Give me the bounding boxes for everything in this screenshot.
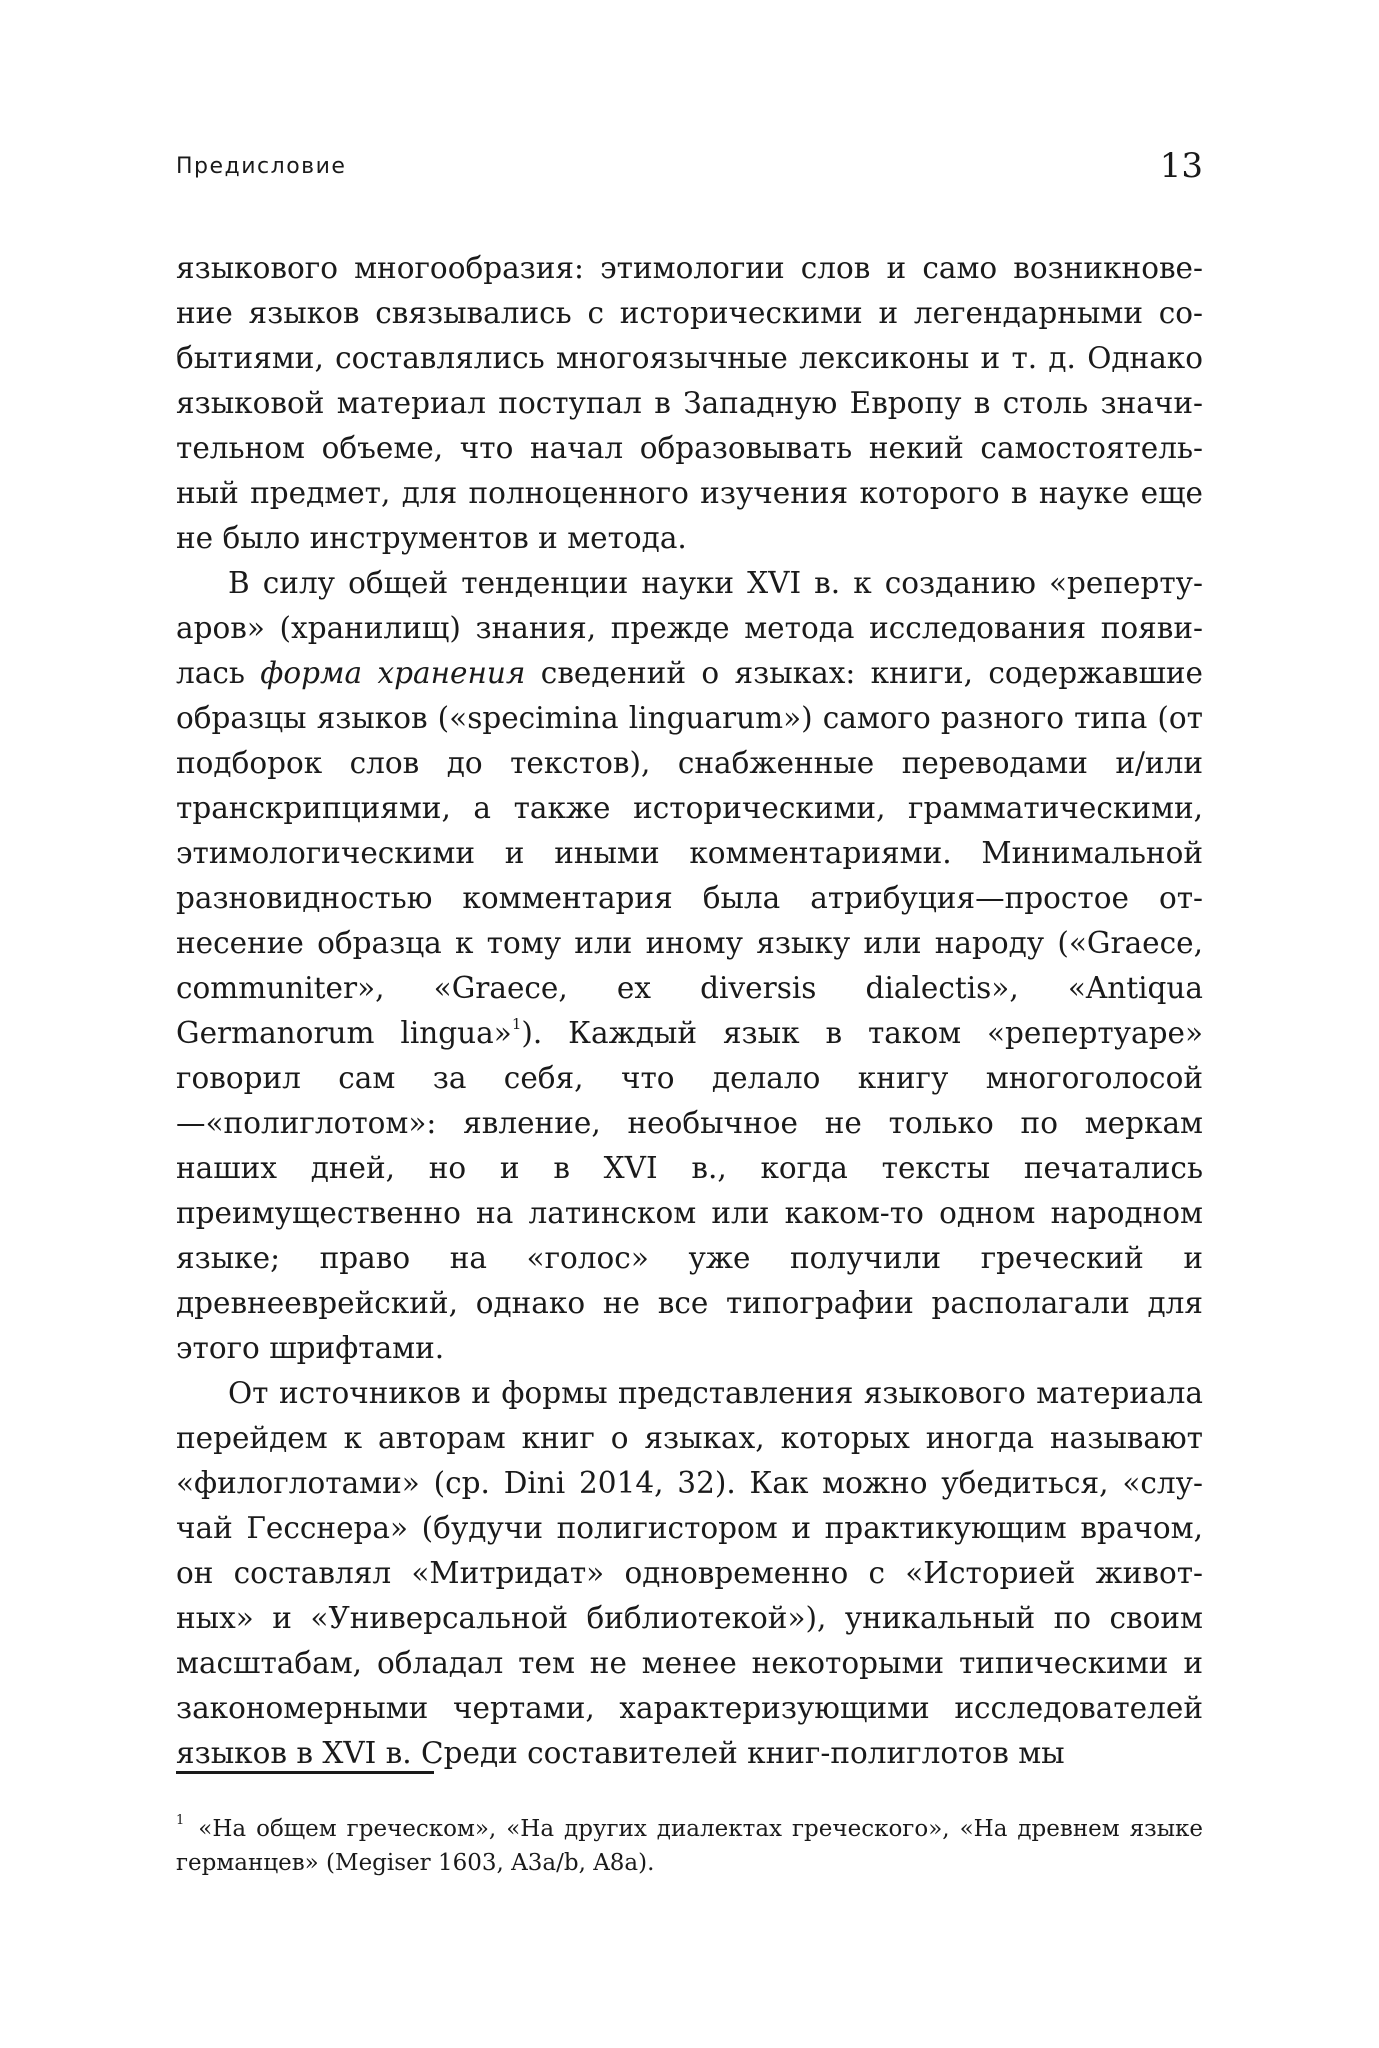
footnote-text: «На общем греческом», «На других диалектах греческого», «На древнем языке германцев» (Megiser 1603, A3a/b, A8a). xyxy=(176,1816,1203,1876)
paragraph-2-text-a: В силу общей тенденции науки XVI в. к созданию «репертуаров» (хранилищ) знания, прежде метода исследования появилась xyxy=(176,566,1203,690)
footnote xyxy=(176,1812,1203,1880)
body-text xyxy=(176,246,1203,1776)
section-title: Предисловие xyxy=(176,154,347,179)
paragraph-3: От источников и формы представления языкового материала перейдем к авторам книг о языках, которых иногда называют «филоглотами» (ср. Dini 2014, 32). Как можно убедиться, «случай Гесснера» (будучи полигистором и практикующим врачом, он составлял «Митридат» одновременно с «Историей животных» и «Универсальной библиотекой»), уникальный по своим масштабам, обладал тем не менее некоторыми типическими и закономерными чертами, характеризующими исследователей языков в XVI в. Среди составителей книг-полиглотов мы xyxy=(176,1376,1203,1770)
page-number: 13 xyxy=(1159,146,1203,186)
running-head xyxy=(176,146,1203,190)
paragraph-2-text-c: ). Каждый язык в таком «репертуаре» говорил сам за себя, что делало книгу многоголосой—«полиглотом»: явление, необычное не только по меркам наших дней, но и в XVI в., когда тексты печатались преимущественно на латинском или каком-то одном народном языке; право на «голос» уже получили греческий и древнееврейский, однако не все типографии располагали для этого шрифтами. xyxy=(176,1016,1203,1365)
footnote-divider xyxy=(176,1771,434,1774)
footnote-reference[interactable]: 1 xyxy=(511,1015,522,1033)
paragraph-2-text-b: сведений о языках: книги, содержавшие образцы языков («specimina linguarum») самого разного типа (от подборок слов до текстов), снабженные переводами и/или транскрипциями, а также историческими, грамматическими, этимологическими и иными комментариями. Минимальной разновидностью комментария была атрибуция—простое отнесение образца к тому или иному языку или народу («Graece, communiter», «Graece, ex diversis dialectis», «Antiqua Germanorum lingua» xyxy=(176,656,1203,1050)
footnote-mark: 1 xyxy=(176,1813,185,1828)
emphasis-storage-form: форма хранения xyxy=(260,656,526,690)
paragraph-2 xyxy=(176,561,1203,1371)
book-page xyxy=(176,0,1203,2048)
paragraph-1: языкового многообразия: этимологии слов и само возникновение языков связывались с историческими и легендарными событиями, составлялись многоязычные лексиконы и т. д. Однако языковой материал поступал в Западную Европу в столь значительном объеме, что начал образовывать некий самостоятельный предмет, для полноценного изучения которого в науке еще не было инструментов и метода. xyxy=(176,251,1203,555)
